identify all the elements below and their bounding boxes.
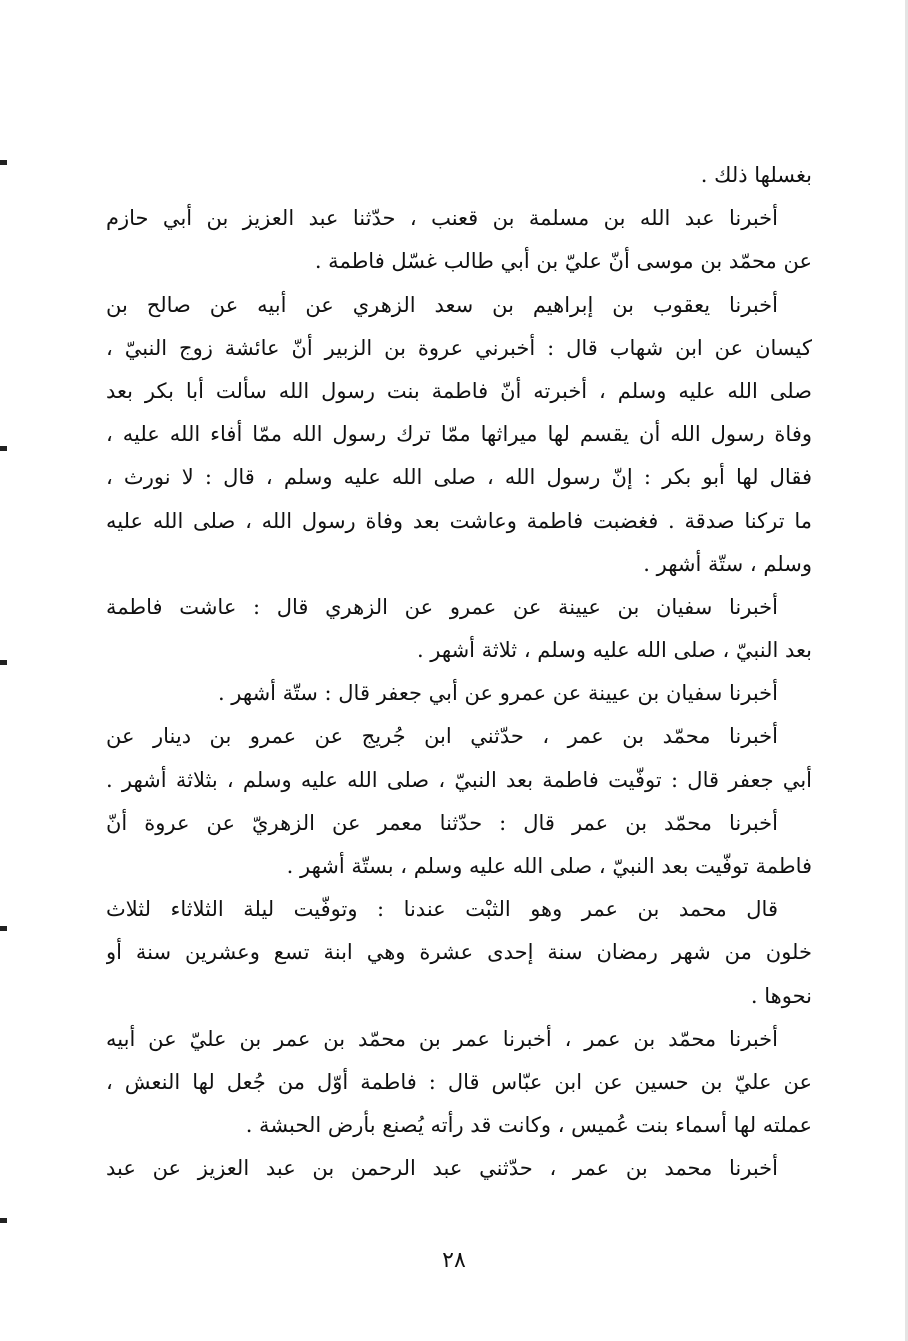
margin-mark bbox=[0, 1218, 7, 1223]
text-line: عن عليّ بن حسين عن ابن عبّاس قال : فاطمة أوّل من جُعل لها النعش ، bbox=[106, 1069, 812, 1094]
page-number: ٢٨ bbox=[442, 1248, 466, 1273]
body-text bbox=[106, 154, 812, 1191]
text-line: أخبرنا محمد بن عمر ، حدّثني عبد الرحمن بن عبد العزيز عن عبد bbox=[106, 1156, 778, 1181]
margin-mark bbox=[0, 160, 7, 165]
text-line: أبي جعفر قال : توفّيت فاطمة بعد النبيّ ، صلى الله عليه وسلم ، بثلاثة أشهر . bbox=[106, 767, 812, 792]
text-line: وسلم ، ستّة أشهر . bbox=[643, 551, 812, 576]
text-line: أخبرنا محمّد بن عمر ، أخبرنا عمر بن محمّد بن عمر بن عليّ عن أبيه bbox=[106, 1026, 778, 1051]
text-line: عن محمّد بن موسى أنّ عليّ بن أبي طالب غسّل فاطمة . bbox=[314, 249, 812, 274]
margin-mark bbox=[0, 926, 7, 931]
margin-mark bbox=[0, 446, 7, 451]
margin-mark bbox=[0, 660, 7, 665]
text-line: أخبرنا عبد الله بن مسلمة بن قعنب ، حدّثنا عبد العزيز بن أبي حازم bbox=[106, 206, 778, 231]
text-line: فقال لها أبو بكر : إنّ رسول الله ، صلى الله عليه وسلم ، قال : لا نورث ، bbox=[106, 465, 812, 490]
text-line: خلون من شهر رمضان سنة إحدى عشرة وهي ابنة تسع وعشرين سنة أو bbox=[106, 940, 812, 965]
text-line: أخبرنا سفيان بن عيينة عن عمرو عن أبي جعفر قال : ستّة أشهر . bbox=[217, 681, 778, 706]
text-line: صلى الله عليه وسلم ، أخبرته أنّ فاطمة بنت رسول الله سألت أبا بكر بعد bbox=[106, 378, 812, 403]
text-line: نحوها . bbox=[750, 983, 812, 1008]
text-line: أخبرنا محمّد بن عمر قال : حدّثنا معمر عن الزهريّ عن عروة أنّ bbox=[106, 810, 778, 835]
text-line: أخبرنا محمّد بن عمر ، حدّثني ابن جُريج عن عمرو بن دينار عن bbox=[106, 724, 778, 749]
text-line: عملته لها أسماء بنت عُميس ، وكانت قد رأته يُصنع بأرض الحبشة . bbox=[245, 1113, 812, 1138]
text-line: فاطمة توفّيت بعد النبيّ ، صلى الله عليه وسلم ، بستّة أشهر . bbox=[286, 854, 812, 878]
text-line: أخبرنا سفيان بن عيينة عن عمرو عن الزهري قال : عاشت فاطمة bbox=[106, 594, 778, 619]
text-line: قال محمد بن عمر وهو الثبْت عندنا : وتوفّيت ليلة الثلاثاء لثلاث bbox=[106, 897, 778, 922]
text-line: ما تركنا صدقة . فغضبت فاطمة وعاشت بعد وفاة رسول الله ، صلى الله عليه bbox=[106, 508, 812, 533]
text-line: أخبرنا يعقوب بن إبراهيم بن سعد الزهري عن أبيه عن صالح بن bbox=[106, 292, 778, 317]
text-line: بعد النبيّ ، صلى الله عليه وسلم ، ثلاثة أشهر . bbox=[416, 638, 812, 663]
text-line: بغسلها ذلك . bbox=[700, 163, 812, 187]
text-line: كيسان عن ابن شهاب قال : أخبرني عروة بن الزبير أنّ عائشة زوج النبيّ ، bbox=[106, 335, 812, 360]
text-line: وفاة رسول الله أن يقسم لها ميراثها ممّا ترك رسول الله ممّا أفاء الله عليه ، bbox=[106, 422, 812, 447]
